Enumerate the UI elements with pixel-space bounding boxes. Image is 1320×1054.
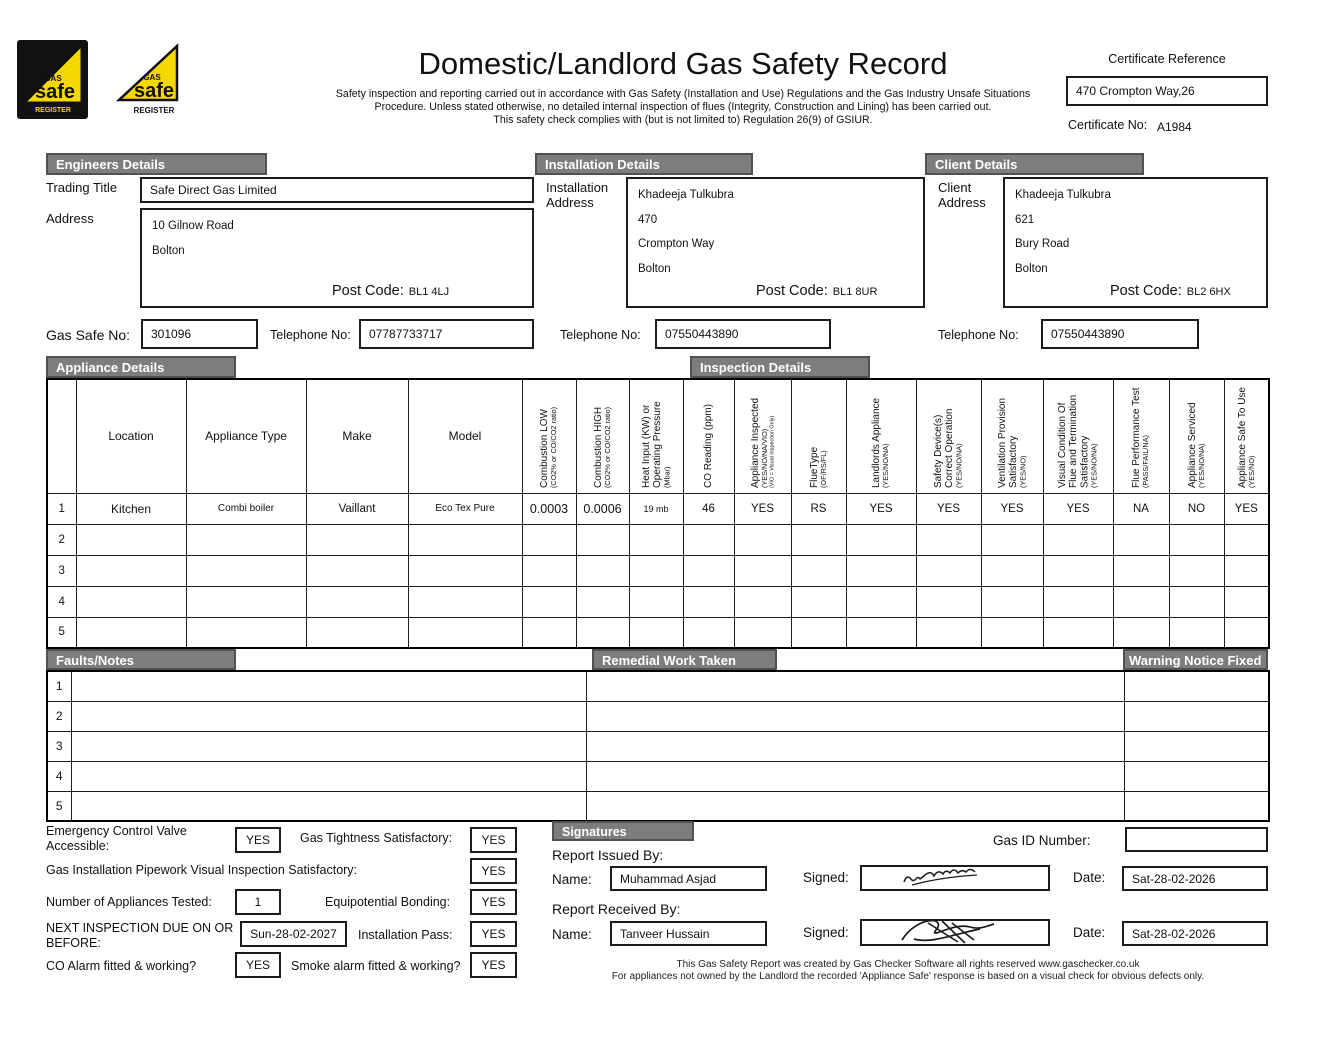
postcode-value: BL1 4LJ bbox=[408, 286, 450, 298]
empty-cell[interactable] bbox=[522, 555, 576, 586]
row-number: 4 bbox=[47, 761, 71, 791]
empty-cell[interactable] bbox=[306, 617, 408, 648]
empty-cell[interactable] bbox=[1169, 524, 1224, 555]
certificate-reference-label: Certificate Reference bbox=[1108, 52, 1226, 66]
empty-cell[interactable] bbox=[916, 555, 981, 586]
empty-cell[interactable] bbox=[916, 617, 981, 648]
ecv-label: Emergency Control Valve Accessible: bbox=[46, 824, 187, 853]
empty-cell[interactable] bbox=[981, 586, 1043, 617]
col-safety-devices: Safety Device(s) Correct Operation (YES/NO/NA) bbox=[916, 379, 981, 493]
appliance-table bbox=[46, 378, 1270, 649]
cell-heat-input[interactable]: 19 mb bbox=[629, 493, 683, 524]
faults-notes-header: Faults/Notes bbox=[46, 649, 236, 670]
empty-cell[interactable] bbox=[408, 555, 522, 586]
postcode-value: BL1 8UR bbox=[832, 286, 878, 298]
address-line: 621 bbox=[1015, 213, 1035, 226]
appliances-tested-label: Number of Appliances Tested: bbox=[46, 895, 212, 909]
address-line: Bolton bbox=[152, 244, 185, 257]
row-number: 3 bbox=[47, 731, 71, 761]
col-combustion-high: Combustion HIGH (CO2% or CO/CO2 ratio) bbox=[576, 379, 629, 493]
client-address-field[interactable] bbox=[1003, 177, 1268, 308]
co-alarm-label: CO Alarm fitted & working? bbox=[46, 959, 197, 973]
empty-cell[interactable] bbox=[734, 586, 791, 617]
gas-safe-no-field[interactable]: 301096 bbox=[141, 319, 258, 349]
warning-cell[interactable] bbox=[1124, 671, 1269, 701]
empty-cell[interactable] bbox=[846, 586, 916, 617]
empty-cell[interactable] bbox=[1169, 586, 1224, 617]
remedial-cell[interactable] bbox=[586, 761, 1124, 791]
engineers-details-header: Engineers Details bbox=[46, 153, 267, 175]
subtitle-line: Procedure. Unless stated otherwise, no detailed internal inspection of flues (Integrity, Construction and Lining) has been carried out. bbox=[374, 101, 992, 113]
issued-signature-field[interactable] bbox=[860, 865, 1050, 891]
empty-cell[interactable] bbox=[734, 524, 791, 555]
cell-make[interactable]: Vaillant bbox=[306, 493, 408, 524]
cell-appliance-inspected[interactable]: YES bbox=[734, 493, 791, 524]
appliance-details-header: Appliance Details bbox=[46, 356, 236, 378]
row-number: 4 bbox=[47, 586, 76, 617]
row-number: 5 bbox=[47, 617, 76, 648]
fault-cell[interactable] bbox=[71, 701, 586, 731]
gas-id-label: Gas ID Number: bbox=[993, 833, 1091, 848]
cell-model[interactable]: Eco Tex Pure bbox=[408, 493, 522, 524]
empty-cell[interactable] bbox=[683, 586, 734, 617]
installation-telephone-field[interactable]: 07550443890 bbox=[655, 319, 831, 349]
empty-cell[interactable] bbox=[76, 524, 186, 555]
row-number: 5 bbox=[47, 791, 71, 821]
name-label: Name: bbox=[552, 872, 592, 887]
received-date-field[interactable]: Sat-28-02-2026 bbox=[1122, 921, 1268, 946]
next-inspection-label: NEXT INSPECTION DUE ON OR BEFORE: bbox=[46, 921, 234, 950]
empty-cell[interactable] bbox=[76, 555, 186, 586]
empty-cell[interactable] bbox=[846, 617, 916, 648]
cell-safety-devices[interactable]: YES bbox=[916, 493, 981, 524]
gas-safe-register-logo-dark bbox=[17, 40, 88, 119]
empty-cell[interactable] bbox=[186, 586, 306, 617]
faults-row-4 bbox=[47, 761, 1269, 791]
empty-cell[interactable] bbox=[791, 617, 846, 648]
cell-co-reading[interactable]: 46 bbox=[683, 493, 734, 524]
installation-postcode bbox=[756, 283, 877, 299]
empty-cell[interactable] bbox=[1224, 586, 1269, 617]
certificate-reference-field[interactable]: 470 Crompton Way,26 bbox=[1066, 76, 1268, 106]
ecv-field[interactable]: YES bbox=[235, 827, 281, 853]
page-subtitle bbox=[296, 88, 1070, 127]
empty-cell[interactable] bbox=[76, 586, 186, 617]
empty-cell[interactable] bbox=[846, 524, 916, 555]
empty-cell[interactable] bbox=[1043, 555, 1113, 586]
postcode-label: Post Code: bbox=[756, 283, 828, 299]
empty-cell[interactable] bbox=[916, 524, 981, 555]
col-model: Model bbox=[408, 379, 522, 493]
col-make: Make bbox=[306, 379, 408, 493]
installation-pass-label: Installation Pass: bbox=[358, 928, 453, 942]
appliance-row-3 bbox=[47, 555, 1269, 586]
empty-cell[interactable] bbox=[522, 524, 576, 555]
empty-cell[interactable] bbox=[186, 524, 306, 555]
col-appliance-serviced: Appliance Serviced (YES/NO/NA) bbox=[1169, 379, 1224, 493]
address-line: Bolton bbox=[1015, 262, 1048, 275]
warning-cell[interactable] bbox=[1124, 731, 1269, 761]
name-label: Name: bbox=[552, 927, 592, 942]
installation-address-label: Installation Address bbox=[546, 180, 609, 210]
empty-cell[interactable] bbox=[629, 617, 683, 648]
date-label: Date: bbox=[1073, 925, 1106, 940]
remedial-work-header: Remedial Work Taken bbox=[592, 649, 777, 670]
address-line: Khadeeja Tulkubra bbox=[1015, 189, 1111, 201]
col-heat-input: Heat Input (KW) or Operating Pressure (Mbar) bbox=[629, 379, 683, 493]
address-line: Crompton Way bbox=[638, 238, 715, 250]
trading-title-field[interactable]: Safe Direct Gas Limited bbox=[140, 177, 534, 203]
col-safe-to-use: Appliance Safe To Use (YES/NO) bbox=[1224, 379, 1269, 493]
empty-cell[interactable] bbox=[791, 524, 846, 555]
col-co-reading: CO Reading (ppm) bbox=[683, 379, 734, 493]
address-line: 470 bbox=[638, 213, 658, 226]
col-row-number bbox=[47, 379, 76, 493]
address-line: Bury Road bbox=[1015, 238, 1070, 250]
issued-name-field[interactable]: Muhammad Asjad bbox=[610, 866, 767, 891]
row-number: 1 bbox=[47, 671, 71, 701]
empty-cell[interactable] bbox=[1043, 524, 1113, 555]
empty-cell[interactable] bbox=[683, 524, 734, 555]
empty-cell[interactable] bbox=[629, 524, 683, 555]
col-combustion-low: Combustion LOW (CO2% or CO/CO2 ratio) bbox=[522, 379, 576, 493]
cell-combustion-low[interactable]: 0.0003 bbox=[522, 493, 576, 524]
pipework-field[interactable]: YES bbox=[470, 858, 517, 884]
client-address-label: Client Address bbox=[938, 180, 986, 210]
installation-address-field[interactable] bbox=[626, 177, 925, 308]
installation-pass-field[interactable]: YES bbox=[470, 921, 517, 947]
page-title: Domestic/Landlord Gas Safety Record bbox=[418, 46, 948, 81]
cell-flue-type[interactable]: RS bbox=[791, 493, 846, 524]
col-visual-condition: Visual Condition Of Flue and Termination Satisfactory (YES/NO/NA) bbox=[1043, 379, 1113, 493]
appliance-row-4 bbox=[47, 586, 1269, 617]
empty-cell[interactable] bbox=[629, 586, 683, 617]
empty-cell[interactable] bbox=[1113, 524, 1169, 555]
empty-cell[interactable] bbox=[1113, 617, 1169, 648]
empty-cell[interactable] bbox=[408, 617, 522, 648]
fault-cell[interactable] bbox=[71, 761, 586, 791]
bonding-label: Equipotential Bonding: bbox=[325, 895, 451, 909]
certificate-no-label: Certificate No: bbox=[1068, 118, 1148, 132]
empty-cell[interactable] bbox=[1043, 617, 1113, 648]
cell-appliance-serviced[interactable]: NO bbox=[1169, 493, 1224, 524]
client-telephone-field[interactable]: 07550443890 bbox=[1041, 319, 1199, 349]
cell-location[interactable]: Kitchen bbox=[76, 493, 186, 524]
svg-text:safe: safe bbox=[133, 80, 175, 102]
empty-cell[interactable] bbox=[408, 524, 522, 555]
empty-cell[interactable] bbox=[306, 555, 408, 586]
postcode-value: BL2 6HX bbox=[1186, 286, 1231, 298]
address-line: Bolton bbox=[638, 262, 671, 275]
fault-cell[interactable] bbox=[71, 791, 586, 821]
remedial-cell[interactable] bbox=[586, 671, 1124, 701]
footer-line: For appliances not owned by the Landlord the recorded 'Appliance Safe' response is based on a visual check for obvious defects only. bbox=[611, 970, 1205, 982]
warning-notice-header: Warning Notice Fixed bbox=[1123, 649, 1268, 670]
empty-cell[interactable] bbox=[76, 617, 186, 648]
cell-flue-performance[interactable]: NA bbox=[1113, 493, 1169, 524]
empty-cell[interactable] bbox=[1113, 555, 1169, 586]
smoke-alarm-label: Smoke alarm fitted & working? bbox=[291, 959, 461, 973]
svg-text:GAS: GAS bbox=[143, 73, 161, 82]
col-appliance-inspected: Appliance Inspected (YES/NO/NA/VIO) (VIO = Visual Inspection Only) bbox=[734, 379, 791, 493]
fault-cell[interactable] bbox=[71, 731, 586, 761]
signatures-header: Signatures bbox=[552, 821, 694, 841]
report-issued-by-label: Report Issued By: bbox=[552, 847, 664, 863]
subtitle-line: Safety inspection and reporting carried out in accordance with Gas Safety (Installation and Use) Regulations and the Gas Industry Unsafe Situations bbox=[335, 88, 1031, 100]
client-postcode bbox=[1110, 283, 1231, 299]
empty-cell[interactable] bbox=[576, 617, 629, 648]
cell-landlords-appliance[interactable]: YES bbox=[846, 493, 916, 524]
empty-cell[interactable] bbox=[683, 555, 734, 586]
svg-text:REGISTER: REGISTER bbox=[133, 106, 175, 115]
remedial-cell[interactable] bbox=[586, 701, 1124, 731]
empty-cell[interactable] bbox=[576, 586, 629, 617]
empty-cell[interactable] bbox=[306, 586, 408, 617]
col-appliance-type: Appliance Type bbox=[186, 379, 306, 493]
footer-disclaimer bbox=[545, 959, 1271, 982]
gas-id-field[interactable] bbox=[1125, 827, 1268, 852]
cell-appliance-type[interactable]: Combi boiler bbox=[186, 493, 306, 524]
gas-safe-no-label: Gas Safe No: bbox=[46, 327, 131, 343]
faults-table bbox=[46, 670, 1270, 822]
empty-cell[interactable] bbox=[683, 617, 734, 648]
row-number: 3 bbox=[47, 555, 76, 586]
empty-cell[interactable] bbox=[408, 586, 522, 617]
empty-cell[interactable] bbox=[576, 524, 629, 555]
faults-row-5 bbox=[47, 791, 1269, 821]
installation-telephone-label: Telephone No: bbox=[560, 328, 641, 342]
appliance-header-row bbox=[47, 379, 1269, 493]
warning-cell[interactable] bbox=[1124, 701, 1269, 731]
empty-cell[interactable] bbox=[981, 524, 1043, 555]
empty-cell[interactable] bbox=[629, 555, 683, 586]
faults-row-3 bbox=[47, 731, 1269, 761]
appliance-row-5 bbox=[47, 617, 1269, 648]
empty-cell[interactable] bbox=[186, 555, 306, 586]
engineer-telephone-field[interactable]: 07787733717 bbox=[359, 319, 534, 349]
address-line: 10 Gilnow Road bbox=[152, 220, 234, 232]
client-details-header: Client Details bbox=[925, 153, 1144, 175]
row-number: 2 bbox=[47, 701, 71, 731]
subtitle-line: This safety check complies with (but is not limited to) Regulation 26(9) of GSIUR. bbox=[493, 114, 873, 126]
engineer-postcode bbox=[332, 283, 449, 299]
appliances-tested-field[interactable]: 1 bbox=[235, 889, 281, 915]
empty-cell[interactable] bbox=[981, 555, 1043, 586]
faults-row-2 bbox=[47, 701, 1269, 731]
empty-cell[interactable] bbox=[1224, 555, 1269, 586]
empty-cell[interactable] bbox=[522, 617, 576, 648]
empty-cell[interactable] bbox=[734, 617, 791, 648]
co-alarm-field[interactable]: YES bbox=[235, 952, 281, 978]
col-flue-type: FlueType (OF/RS/FL) bbox=[791, 379, 846, 493]
empty-cell[interactable] bbox=[306, 524, 408, 555]
address-line: Khadeeja Tulkubra bbox=[638, 189, 734, 201]
gas-tightness-field[interactable]: YES bbox=[470, 827, 517, 853]
trading-title-label: Trading Title bbox=[46, 180, 118, 195]
warning-cell[interactable] bbox=[1124, 761, 1269, 791]
empty-cell[interactable] bbox=[186, 617, 306, 648]
issued-date-field[interactable]: Sat-28-02-2026 bbox=[1122, 866, 1268, 891]
received-signature-icon bbox=[862, 920, 1048, 945]
cell-combustion-high[interactable]: 0.0006 bbox=[576, 493, 629, 524]
svg-text:safe: safe bbox=[34, 81, 76, 103]
footer-line: This Gas Safety Report was created by Gas Checker Software all rights reserved www.gaschecker.co.uk bbox=[676, 959, 1140, 970]
received-name-field[interactable]: Tanveer Hussain bbox=[610, 921, 767, 946]
cell-visual-condition[interactable]: YES bbox=[1043, 493, 1113, 524]
bonding-field[interactable]: YES bbox=[470, 889, 517, 915]
cell-ventilation[interactable]: YES bbox=[981, 493, 1043, 524]
warning-cell[interactable] bbox=[1124, 791, 1269, 821]
row-number: 1 bbox=[47, 493, 76, 524]
empty-cell[interactable] bbox=[1043, 586, 1113, 617]
faults-row-1 bbox=[47, 671, 1269, 701]
col-ventilation: Ventilation Provision Satisfactory (YES/NO) bbox=[981, 379, 1043, 493]
postcode-label: Post Code: bbox=[1110, 283, 1182, 299]
signed-label: Signed: bbox=[803, 870, 849, 885]
date-label: Date: bbox=[1073, 870, 1106, 885]
empty-cell[interactable] bbox=[576, 555, 629, 586]
engineer-address-label: Address bbox=[46, 211, 94, 226]
empty-cell[interactable] bbox=[522, 586, 576, 617]
svg-text:REGISTER: REGISTER bbox=[35, 107, 71, 114]
col-flue-performance: Flue Performance Test (PASS/FAIL/NA) bbox=[1113, 379, 1169, 493]
empty-cell[interactable] bbox=[916, 586, 981, 617]
empty-cell[interactable] bbox=[791, 555, 846, 586]
empty-cell[interactable] bbox=[1224, 617, 1269, 648]
svg-text:GAS: GAS bbox=[44, 74, 62, 83]
engineer-address-field[interactable] bbox=[140, 208, 534, 308]
received-signature-field[interactable] bbox=[860, 919, 1050, 946]
empty-cell[interactable] bbox=[791, 586, 846, 617]
row-number: 2 bbox=[47, 524, 76, 555]
engineer-telephone-label: Telephone No: bbox=[270, 328, 351, 342]
signed-label: Signed: bbox=[803, 925, 849, 940]
gas-safe-logo-dark-icon bbox=[17, 40, 88, 119]
remedial-cell[interactable] bbox=[586, 731, 1124, 761]
appliance-row-1 bbox=[47, 493, 1269, 524]
empty-cell[interactable] bbox=[981, 617, 1043, 648]
col-location: Location bbox=[76, 379, 186, 493]
empty-cell[interactable] bbox=[846, 555, 916, 586]
gas-tightness-label: Gas Tightness Satisfactory: bbox=[300, 831, 453, 845]
empty-cell[interactable] bbox=[1224, 524, 1269, 555]
pipework-label: Gas Installation Pipework Visual Inspection Satisfactory: bbox=[46, 863, 358, 877]
cell-safe-to-use[interactable]: YES bbox=[1224, 493, 1269, 524]
fault-cell[interactable] bbox=[71, 671, 586, 701]
certificate-no-value: A1984 bbox=[1157, 120, 1192, 134]
empty-cell[interactable] bbox=[1169, 555, 1224, 586]
issued-signature-icon bbox=[862, 867, 1048, 889]
report-received-by-label: Report Received By: bbox=[552, 901, 681, 917]
installation-details-header: Installation Details bbox=[535, 153, 753, 175]
gas-safe-register-logo-light bbox=[114, 42, 184, 118]
gas-safe-logo-light-icon bbox=[114, 42, 184, 118]
empty-cell[interactable] bbox=[734, 555, 791, 586]
empty-cell[interactable] bbox=[1113, 586, 1169, 617]
col-landlords-appliance: Landlords Appliance (YES/NO/NA) bbox=[846, 379, 916, 493]
appliance-row-2 bbox=[47, 524, 1269, 555]
postcode-label: Post Code: bbox=[332, 283, 404, 299]
next-inspection-field[interactable]: Sun-28-02-2027 bbox=[240, 921, 347, 947]
inspection-details-header: Inspection Details bbox=[690, 356, 870, 378]
client-telephone-label: Telephone No: bbox=[938, 328, 1019, 342]
smoke-alarm-field[interactable]: YES bbox=[470, 952, 517, 978]
empty-cell[interactable] bbox=[1169, 617, 1224, 648]
remedial-cell[interactable] bbox=[586, 791, 1124, 821]
